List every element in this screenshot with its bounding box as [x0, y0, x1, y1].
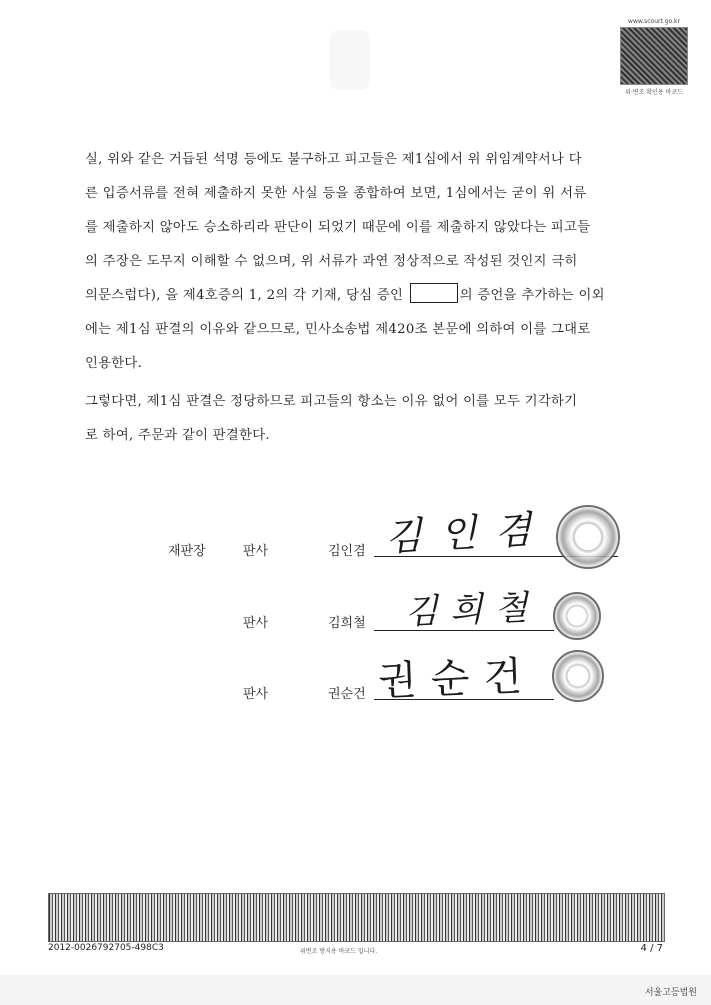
judge-seal [556, 505, 620, 569]
handwritten-signature: 권순건 [377, 653, 537, 705]
judge-role: 판사 [243, 616, 269, 631]
anti-forgery-barcode [48, 893, 665, 942]
barcode-url: www.scourt.go.kr [628, 18, 680, 25]
document-number: 2012-0026792705-498C3 [48, 943, 164, 953]
verification-barcode [619, 18, 689, 96]
judge-name: 김인겸 [328, 544, 366, 559]
body-line: 에는 제1심 판결의 이유와 같으므로, 민사소송법 제420조 본문에 의하여 이를 그대로 [85, 322, 591, 337]
judge-name: 김희철 [328, 616, 366, 631]
body-line: 의 주장은 도무지 이해할 수 없으며, 위 서류가 과연 정상적으로 작성된 것인지 극히 [85, 254, 578, 269]
judge-role: 판사 [243, 544, 269, 559]
judgment-body [85, 143, 645, 453]
redacted-witness-name [410, 283, 458, 303]
footer-band [0, 975, 711, 1005]
handwritten-signature: 김희철 [404, 587, 541, 633]
presiding-judge-title: 재판장 [168, 544, 206, 559]
body-line: 인용한다. [85, 356, 143, 371]
body-line: 른 입증서류를 전혀 제출하지 못한 사실 등을 종합하여 보면, 1심에서는 굳이 위 서류 [85, 186, 587, 201]
handwritten-signature: 김인겸 [384, 506, 551, 560]
body-line: 로 하여, 주문과 같이 판결한다. [85, 428, 270, 443]
watermark-emblem [330, 30, 370, 90]
body-line-part: 의 증언을 추가하는 이외 [459, 288, 605, 303]
court-name: 서울고등법원 [644, 988, 697, 998]
judge-seal [553, 592, 601, 640]
body-line: 그렇다면, 제1심 판결은 정당하므로 피고들의 항소는 이유 없어 이를 모두 기각하기 [85, 394, 578, 409]
body-line-part: 의문스럽다), 을 제4호증의 1, 2의 각 기재, 당심 증인 [85, 288, 408, 303]
body-line [85, 279, 645, 313]
body-line: 실, 위와 같은 거듭된 석명 등에도 불구하고 피고들은 제1심에서 위 위임계약서나 다 [85, 152, 582, 167]
page-number: 4 / 7 [640, 943, 663, 954]
barcode-caption: 위·변조 확인용 바코드 [625, 89, 683, 96]
judge-role: 판사 [243, 687, 269, 702]
body-line: 를 제출하지 않아도 승소하리라 판단이 되었기 때문에 이를 제출하지 않았다는 피고들 [85, 220, 591, 235]
barcode-note: 위변조 방지용 바코드 입니다. [300, 948, 378, 955]
qr-code-image [620, 27, 688, 85]
judge-seal [552, 650, 604, 702]
judge-name: 권순건 [328, 687, 366, 702]
